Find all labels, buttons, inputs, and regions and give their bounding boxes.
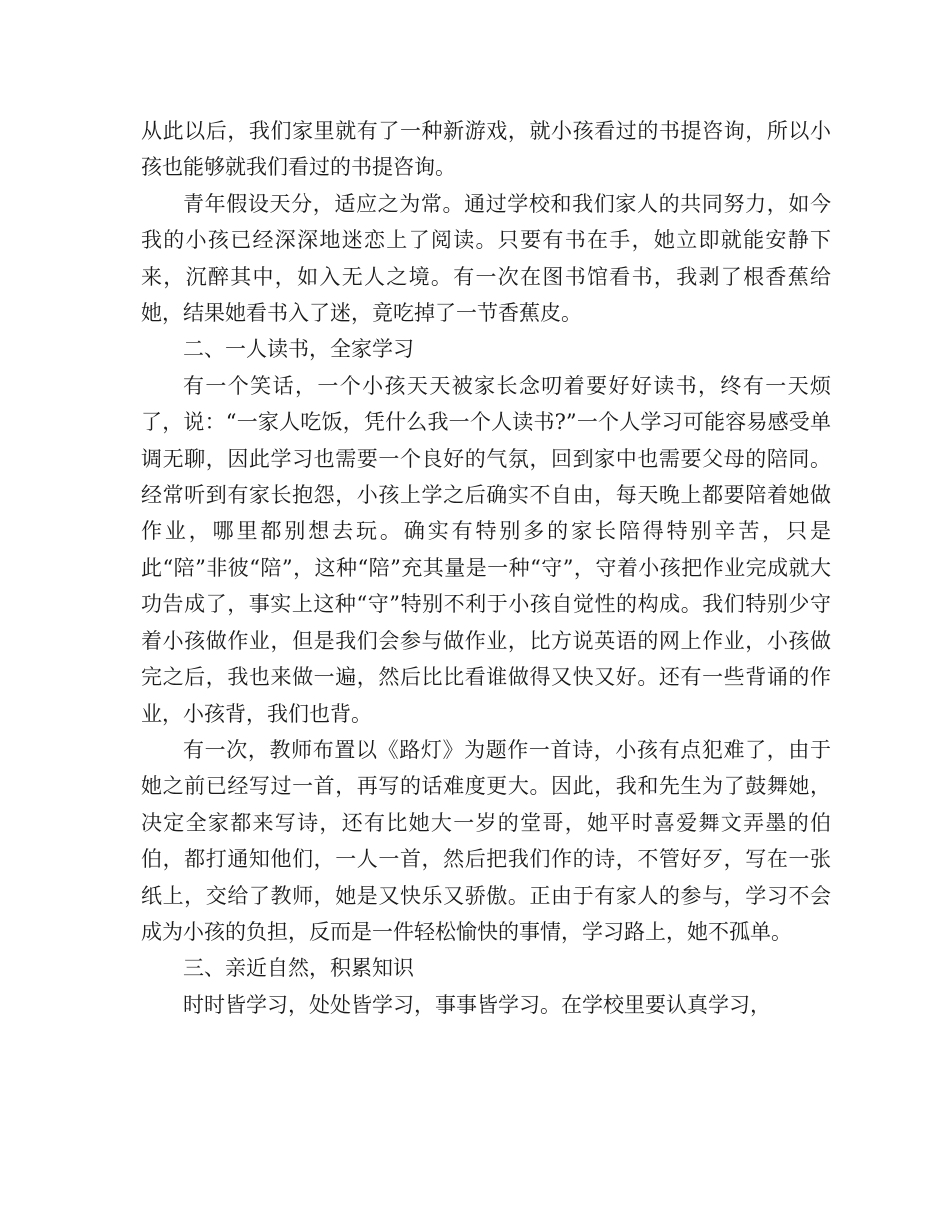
paragraph-4: 有一次，教师布置以《路灯》为题作一首诗，小孩有点犯难了，由于她之前已经写过一首，再写的话难度更大。因此，我和先生为了鼓舞她，决定全家都来写诗，还有比她大一岁的堂哥，她平时喜爱舞文弄墨的伯伯，都打通知他们，一人一首，然后把我们作的诗，不管好歹，写在一张纸上，交给了教师，她是又快乐又骄傲。正由于有家人的参与，学习不会成为小孩的负担，反而是一件轻松愉快的事情，学习路上，她不孤单。 — [141, 737, 831, 944]
section-heading-2: 二、一人读书，全家学习 — [183, 337, 414, 362]
document-body — [141, 113, 831, 1023]
section-heading-3: 三、亲近自然，积累知识 — [183, 956, 414, 981]
paragraph-2: 青年假设天分，适应之为常。通过学校和我们家人的共同努力，如今我的小孩已经深深地迷恋上了阅读。只要有书在手，她立即就能安静下来，沉醉其中，如入无人之境。有一次在图书馆看书，我剥了根香蕉给她，结果她看书入了迷，竟吃掉了一节香蕉皮。 — [141, 191, 831, 326]
paragraph-3: 有一个笑话，一个小孩天天被家长念叨着要好好读书，终有一天烦了，说：“一家人吃饭，凭什么我一个人读书?”一个人学习可能容易感受单调无聊，因此学习也需要一个良好的气氛，回到家中也需要父母的陪同。经常听到有家长抱怨，小孩上学之后确实不自由，每天晚上都要陪着她做作业，哪里都别想去玩。确实有特别多的家长陪得特别辛苦，只是此“陪”非彼“陪”，这种“陪”充其量是一种“守”，守着小孩把作业完成就大功告成了，事实上这种“守”特别不利于小孩自觉性的构成。我们特别少守着小孩做作业，但是我们会参与做作业，比方说英语的网上作业，小孩做完之后，我也来做一遍，然后比比看谁做得又快又好。还有一些背诵的作业，小孩背，我们也背。 — [141, 373, 831, 726]
paragraph-1: 从此以后，我们家里就有了一种新游戏，就小孩看过的书提咨询，所以小孩也能够就我们看过的书提咨询。 — [141, 119, 831, 180]
paragraph-5: 时时皆学习，处处皆学习，事事皆学习。在学校里要认真学习， — [183, 992, 771, 1017]
